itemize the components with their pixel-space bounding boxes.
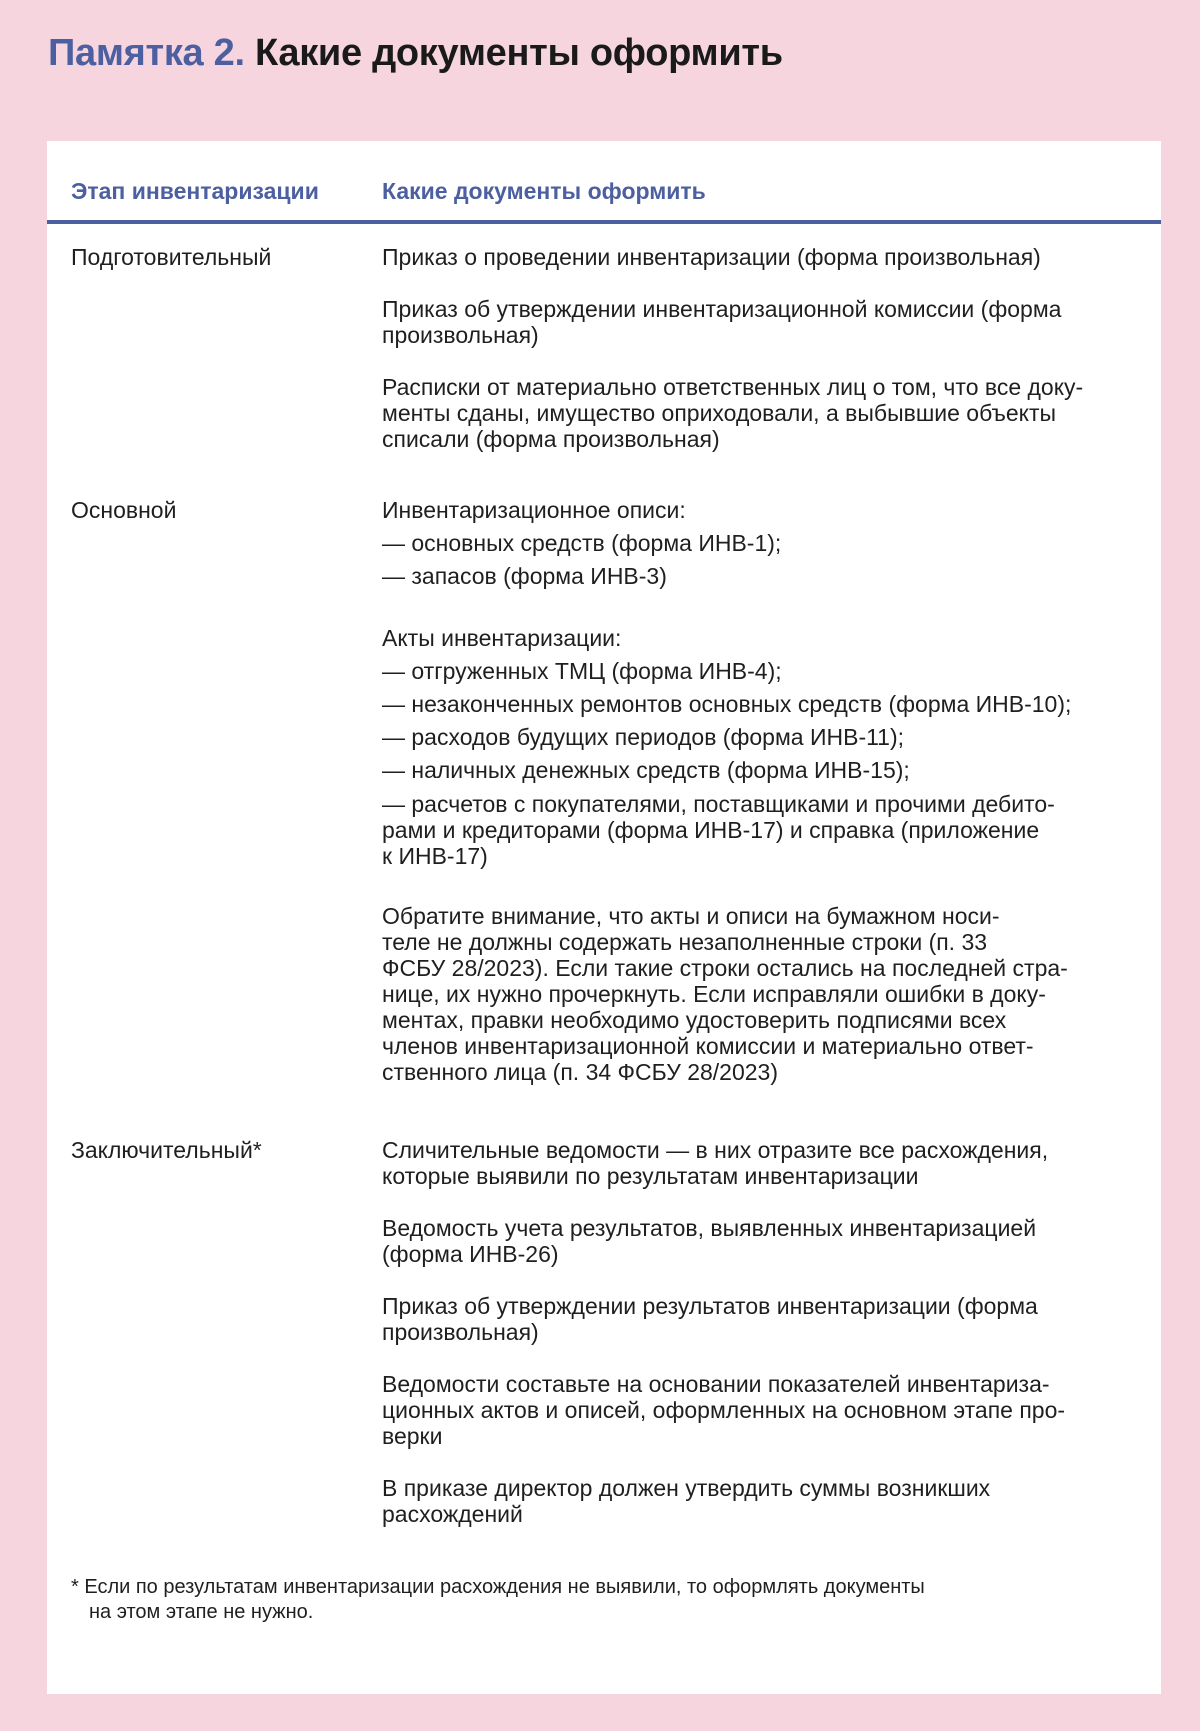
title-lead: Памятка 2. xyxy=(48,32,245,74)
settlements-item: — расчетов с покупателями, поставщиками и прочими дебито- рами и кредиторами (форма ИНВ-17) и справка (приложение к ИНВ-17) xyxy=(382,791,1055,869)
inventory-acts-block: Акты инвентаризации: — отгруженных ТМЦ (форма ИНВ-4); — незаконченных ремонтов основных средств (форма ИНВ-10); — расходов будущих периодов (форма ИНВ-11); — наличных денежных средств (форма ИНВ-15); xyxy=(382,625,1072,783)
title-rest: Какие документы оформить xyxy=(244,32,783,74)
document-item: Приказ о проведении инвентаризации (форма произвольная) xyxy=(382,244,1041,270)
stage-label: Заключительный* xyxy=(71,1137,262,1163)
document-item: Сличительные ведомости — в них отразите все расхождения, которые выявили по результатам инвентаризации xyxy=(382,1137,1049,1189)
documents-cell xyxy=(382,244,1142,478)
document-item: Приказ об утверждении результатов инвентаризации (форма произвольная) xyxy=(382,1293,1038,1345)
page-title xyxy=(48,32,783,75)
column-header-stage: Этап инвентаризации xyxy=(71,178,319,204)
documents-cell xyxy=(382,497,1142,1111)
document-item: Ведомость учета результатов, выявленных инвентаризацией (форма ИНВ-26) xyxy=(382,1215,1037,1267)
document-item: Расписки от материально ответственных лиц о том, что все доку- менты сданы, имущество оприходовали, а выбывшие объекты списали (форма произвольная) xyxy=(382,374,1084,452)
footnote: * Если по результатам инвентаризации расхождения не выявили, то оформлять документы на этом этапе не нужно. xyxy=(71,1576,925,1623)
stage-label: Подготовительный xyxy=(71,244,272,270)
document-item: Приказ об утверждении инвентаризационной комиссии (форма произвольная) xyxy=(382,296,1062,348)
table-header xyxy=(47,141,1161,224)
documents-table-card xyxy=(47,141,1161,1694)
document-item: В приказе директор должен утвердить суммы возникших расхождений xyxy=(382,1475,991,1527)
documents-cell xyxy=(382,1137,1142,1553)
attention-note: Обратите внимание, что акты и описи на бумажном носи- теле не должны содержать незаполненные строки (п. 33 ФСБУ 28/2023). Если такие строки остались на последней стра- нице, их нужно прочеркнуть. Если исправляли ошибки в доку- ментах, правки необходимо удостоверить подписями всех членов инвентаризационной комиссии и материально ответ- ственного лица (п. 34 ФСБУ 28/2023) xyxy=(382,903,1068,1085)
document-item: Ведомости составьте на основании показателей инвентариза- ционных актов и описей, оформленных на основном этапе про- верки xyxy=(382,1371,1066,1449)
column-header-documents: Какие документы оформить xyxy=(382,178,706,204)
header-divider xyxy=(47,220,1161,224)
stage-label: Основной xyxy=(71,497,177,523)
inventory-lists-block: Инвентаризационное описи: — основных средств (форма ИНВ-1); — запасов (форма ИНВ-3) xyxy=(382,497,782,589)
